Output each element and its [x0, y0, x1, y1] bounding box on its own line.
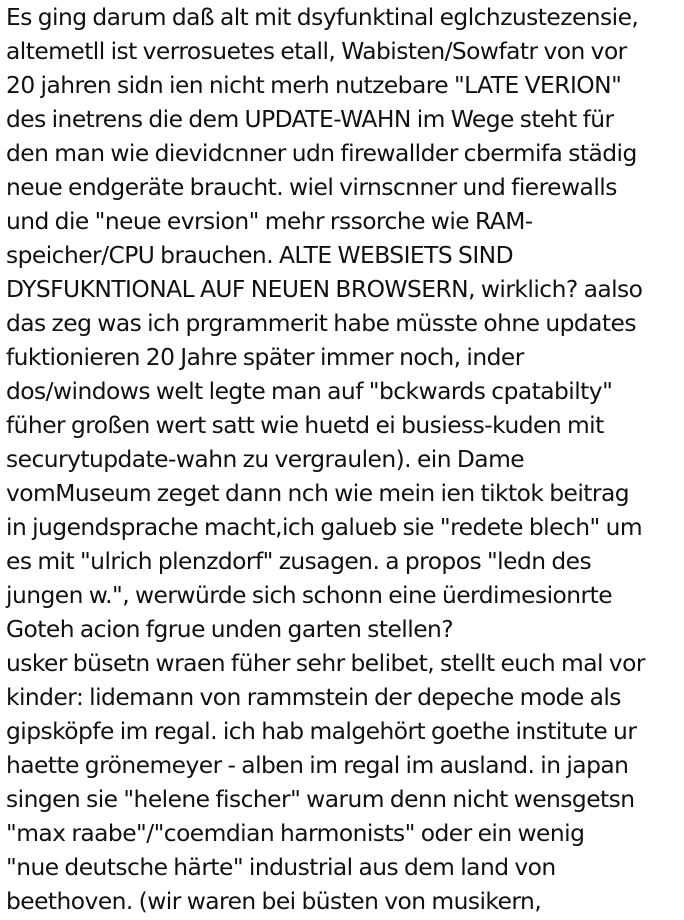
text-line-3: 20 jahren sidn ien nicht merh nutzebare "LATE VERION" [6, 71, 622, 99]
text-line-23: haette grönemeyer - alben im regal im ausland. in japan [6, 751, 629, 779]
text-line-7: und die "neue evrsion" mehr rssorche wie RAM- [6, 207, 533, 235]
text-line-22: gipsköpfe im regal. ich hab malgehört goethe institute ur [6, 717, 637, 745]
text-line-26: "nue deutsche härte" industrial aus dem land von [6, 853, 556, 881]
document-body [6, 0, 684, 918]
text-line-5: den man wie dievidcnner udn firewallder cbermifa städig [6, 139, 637, 167]
text-line-18: jungen w.", werwürde sich schonn eine üerdimesionrte [6, 581, 613, 609]
text-line-1: Es ging darum daß alt mit dsyfunktinal eglchzustezensie, [6, 3, 639, 31]
text-line-15: vomMuseum zeget dann nch wie mein ien tiktok beitrag [6, 479, 630, 507]
text-line-9: DYSFUKNTIONAL AUF NEUEN BROWSERN, wirklich? aalso [6, 275, 643, 303]
text-line-19: Goteh acion fgrue unden garten stellen? [6, 615, 454, 643]
text-line-20: usker büsetn wraen füher sehr belibet, stellt euch mal vor [6, 649, 645, 677]
text-line-14: securytupdate-wahn zu vergraulen). ein Dame [6, 445, 525, 473]
text-line-25: "max raabe"/"coemdian harmonists" oder ein wenig [6, 819, 585, 847]
text-line-13: füher großen wert satt wie huetd ei busiess-kuden mit [6, 411, 604, 439]
text-line-17: es mit "ulrich plenzdorf" zusagen. a propos "ledn des [6, 547, 592, 575]
text-line-4: des inetrens die dem UPDATE-WAHN im Wege steht für [6, 105, 614, 133]
text-line-11: fuktionieren 20 Jahre später immer noch, inder [6, 343, 524, 371]
text-line-8: speicher/CPU brauchen. ALTE WEBSIETS SIND [6, 241, 514, 269]
text-line-27: beethoven. (wir waren bei büsten von musikern, [6, 887, 542, 915]
text-line-6: neue endgeräte braucht. wiel virnscnner und fierewalls [6, 173, 617, 201]
text-line-21: kinder: lidemann von rammstein der depeche mode als [6, 683, 621, 711]
text-line-10: das zeg was ich prgrammerit habe müsste ohne updates [6, 309, 636, 337]
text-line-16: in jugendsprache macht,ich galueb sie "redete blech" um [6, 513, 643, 541]
text-line-2: altemetll ist verrosuetes etall, Wabisten/Sowfatr von vor [6, 37, 627, 65]
text-line-12: dos/windows welt legte man auf "bckwards cpatabilty" [6, 377, 613, 405]
text-line-24: singen sie "helene fischer" warum denn nicht wensgetsn [6, 785, 635, 813]
